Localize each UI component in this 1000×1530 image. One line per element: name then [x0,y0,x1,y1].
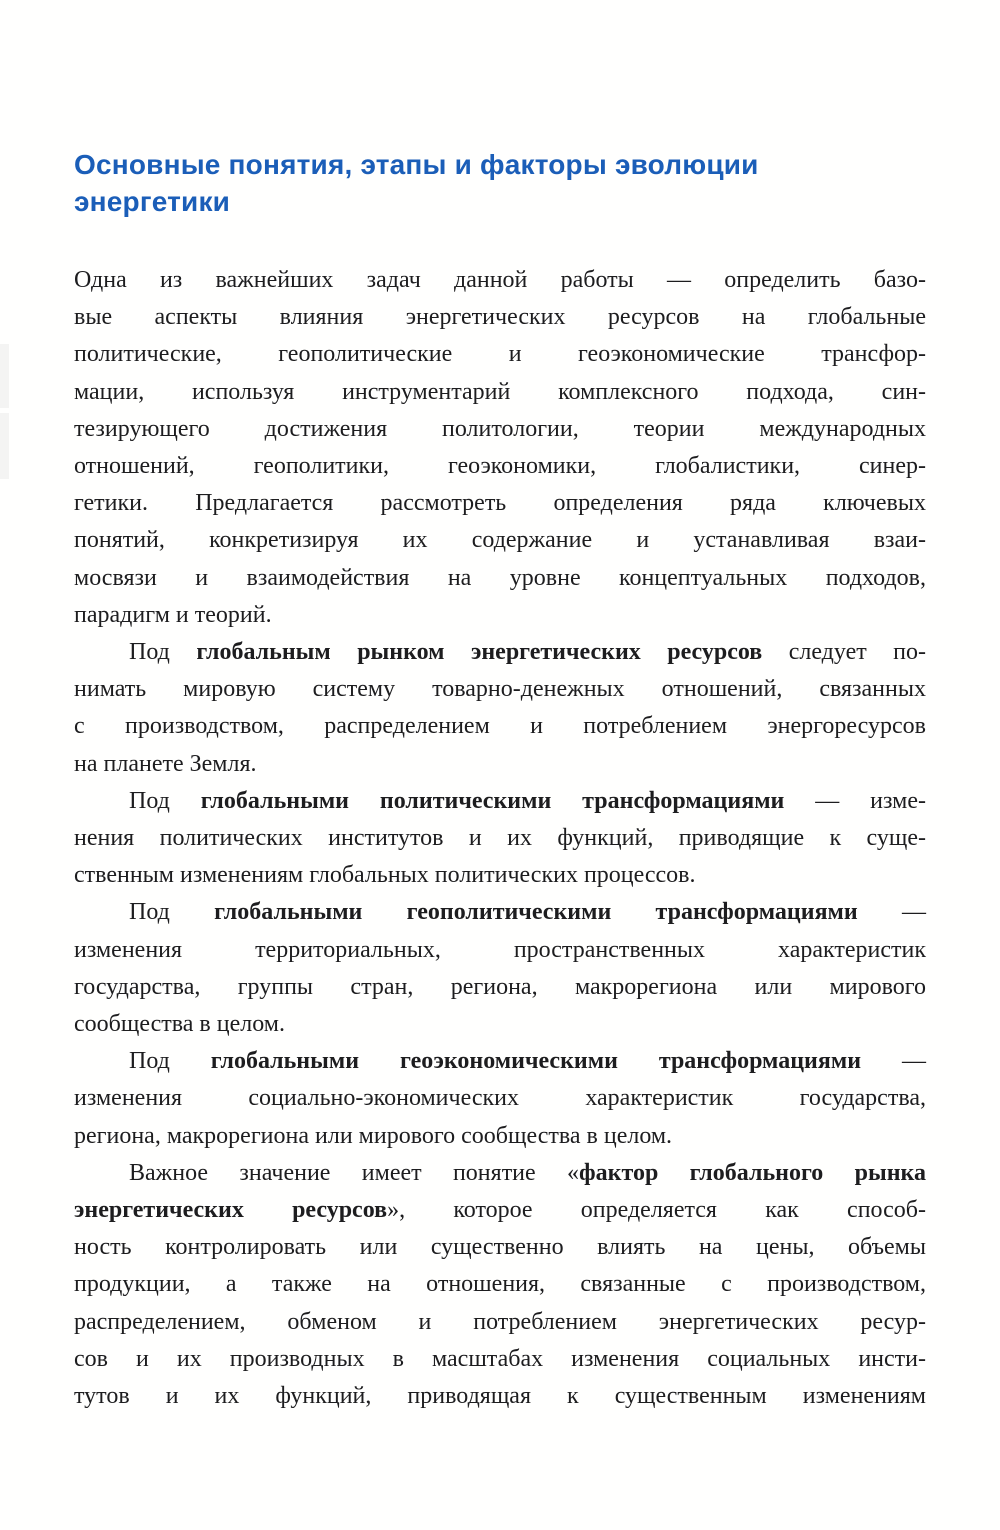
text-run: изменения территориальных, пространственных характеристик [74,936,926,963]
paragraph [74,262,926,634]
text-line [74,820,926,857]
text-line [74,1341,926,1378]
text-run: с производством, распределением и потреблением энергоресурсов [74,713,926,740]
text-run: нения политических институтов и их функций, приводящие к суще- [74,825,926,852]
text-run: вые аспекты влияния энергетических ресурсов на глобальные [74,304,926,331]
text-line [74,262,926,299]
text-line [74,597,926,634]
bold-text-run: глобальными геополитическими трансформациями [214,899,858,926]
text-run: понятий, конкретизируя их содержание и устанавливая взаи- [74,527,926,554]
text-run: Под [129,899,215,926]
text-run: Одна из важнейших задач данной работы — определить базо- [74,267,926,293]
text-run: », которое определяется как способ- [387,1197,926,1224]
text-run: государства, группы стран, региона, макрорегиона или мирового [74,973,926,1000]
page-body [74,262,926,1415]
text-line [74,1266,926,1303]
text-line [74,485,926,522]
page-title-line: Основные понятия, этапы и факторы эволюции [74,149,759,180]
text-line [74,932,926,969]
text-run: изменения социально-экономических характеристик государства, [74,1085,926,1112]
text-line [74,560,926,597]
page-title [74,146,930,220]
text-line [74,411,926,448]
text-run: нимать мировую систему товарно-денежных отношений, связанных [74,676,926,703]
text-line [74,1080,926,1117]
paragraph [74,1155,926,1415]
bold-text-run: фактор глобального рынка [579,1159,926,1186]
scan-artifact [0,344,9,408]
text-line [74,336,926,373]
text-run: Под [129,787,201,814]
bold-text-run: глобальными геоэкономическими трансформациями [210,1048,862,1075]
scan-artifact [0,413,9,479]
text-line [74,783,926,820]
text-run: Под [129,639,197,666]
text-line [74,448,926,485]
text-line [74,671,926,708]
bold-text-run: глобальным рынком энергетических ресурсов [196,639,763,666]
text-line [74,299,926,336]
text-run: тутов и их функций, приводящая к существенным изменениям [74,1383,926,1410]
bold-text-run: энергетических ресурсов [74,1197,388,1224]
text-line [74,634,926,671]
paragraph [74,894,926,1043]
text-line [74,1006,926,1043]
text-run: региона, макрорегиона или мирового сообщества в целом. [74,1122,673,1149]
text-run: ность контролировать или существенно влиять на цены, объемы [74,1234,926,1261]
paragraph [74,634,926,783]
text-run: ственным изменениям глобальных политических процессов. [74,862,696,889]
text-run: сообщества в целом. [74,1011,285,1038]
text-run: Под [129,1048,211,1075]
text-line [74,1155,926,1192]
text-run: на планете Земля. [74,750,257,777]
bold-text-run: глобальными политическими трансформациями [200,787,785,814]
text-line [74,969,926,1006]
text-line [74,1304,926,1341]
text-run: тезирующего достижения политологии, теории международных [74,415,926,442]
text-run: гетики. Предлагается рассмотреть определения ряда ключевых [74,490,926,517]
page-title-line: энергетики [74,186,231,217]
text-line [74,1192,926,1229]
text-run: — изме- [784,787,926,814]
paragraph [74,783,926,895]
text-line [74,894,926,931]
text-line [74,1043,926,1080]
text-run: мосвязи и взаимодействия на уровне концептуальных подходов, [74,564,926,591]
text-line [74,857,926,894]
text-line [74,374,926,411]
text-line [74,1229,926,1266]
text-line [74,522,926,559]
text-run: отношений, геополитики, геоэкономики, глобалистики, синер- [74,453,926,480]
text-run: парадигм и теорий. [74,601,272,628]
text-run: следует по- [762,639,926,666]
text-run: распределением, обменом и потреблением энергетических ресур- [74,1308,926,1335]
text-run: — [861,1048,926,1075]
text-run: Важное значение имеет понятие « [129,1159,580,1186]
text-run: продукции, а также на отношения, связанные с производством, [74,1271,926,1298]
text-line [74,746,926,783]
text-line [74,708,926,745]
text-run: — [857,899,927,926]
text-run: политические, геополитические и геоэкономические трансфор- [74,341,926,368]
text-line [74,1118,926,1155]
text-line [74,1378,926,1415]
text-run: мации, используя инструментарий комплексного подхода, син- [74,378,926,405]
text-run: сов и их производных в масштабах изменения социальных инсти- [74,1345,926,1372]
paragraph [74,1043,926,1155]
